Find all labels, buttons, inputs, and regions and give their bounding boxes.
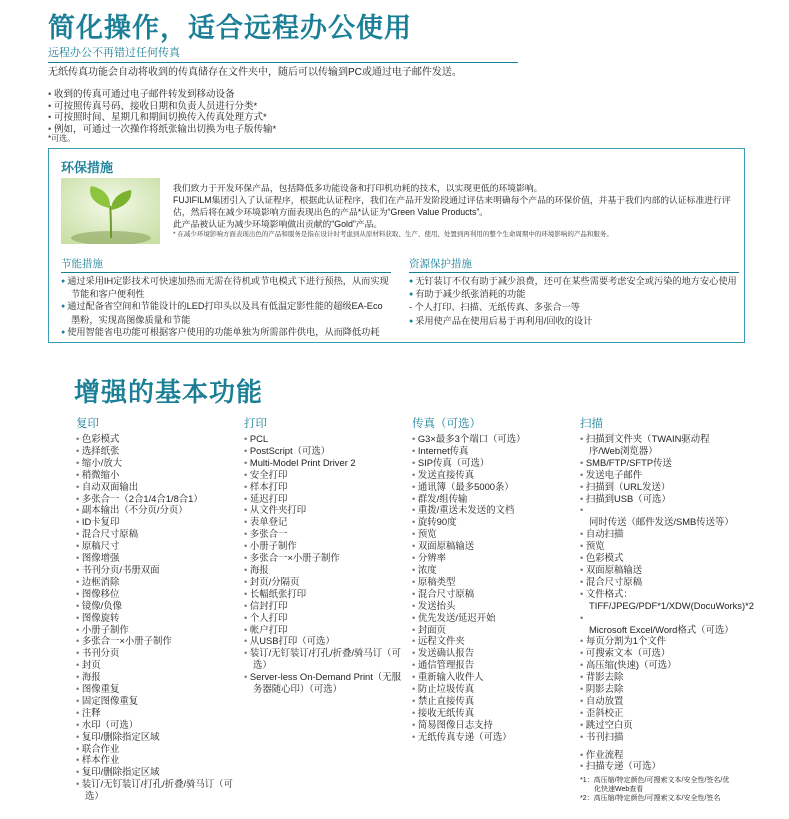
- feature-item: • PostScript（可选）: [244, 445, 404, 457]
- energy-saving-section: [61, 256, 391, 339]
- eco-intro-line: FUJIFILM集团引入了认证程序，根据此认证程序，我们在产品开发阶段通过评估来明确每个产品的环保价值，并基于我们内部的认证标准进行评估，然后将在减少环境影响方面表现出色的产品*认证为“Green Value Products”。: [173, 195, 731, 217]
- list-item: ● 通过采用IH定影技术可快速加热而无需在待机或节电模式下进行预热，从而实现节能和客户便利性: [61, 275, 391, 300]
- feature-item: • 无纸传真专递（可选）: [412, 731, 572, 743]
- feature-item: • 群发/组传输: [412, 493, 572, 505]
- feature-item: • 表单登记: [244, 516, 404, 528]
- feature-item: • 装订/无钉装订/打孔/折叠/骑马订（可选）: [76, 778, 236, 802]
- feature-item: • 浓度: [412, 564, 572, 576]
- feature-item: • 扫描到（URL发送）: [580, 481, 730, 493]
- feature-item: • 多张合一×小册子制作: [244, 552, 404, 564]
- feature-item: • 文件格式：TIFF/JPEG/PDF*1/XDW(DocuWorks)*2: [580, 588, 730, 612]
- feature-item: • 原稿尺寸: [76, 540, 236, 552]
- feature-item: • 发送确认报告: [412, 647, 572, 659]
- feature-item: • 海报: [244, 564, 404, 576]
- feature-item: • 阴影去除: [580, 683, 730, 695]
- feature-item: • 可搜索文本（可选）: [580, 647, 730, 659]
- feature-item: • 镜像/负像: [76, 600, 236, 612]
- eco-title: 环保措施: [61, 160, 114, 175]
- feature-item: • Microsoft Excel/Word格式（可选）: [580, 612, 730, 636]
- feature-item: • 封面页: [412, 624, 572, 636]
- list-item: - 个人打印、扫描、无纸传真、多张合一等: [409, 302, 580, 313]
- feature-item: • 混合尺寸原稿: [580, 576, 730, 588]
- feature-item: • 安全打印: [244, 469, 404, 481]
- feature-item: • 复印/删除指定区域: [76, 766, 236, 778]
- feature-item: • 缩小/放大: [76, 457, 236, 469]
- feature-item: • 多张合一（2合1/4合1/8合1）: [76, 493, 236, 505]
- feature-item: • 混合尺寸原稿: [76, 528, 236, 540]
- feature-list: [244, 433, 404, 695]
- eco-intro: [173, 182, 733, 240]
- seedling-image: [61, 178, 160, 244]
- feature-item: • 复印/删除指定区域: [76, 731, 236, 743]
- eco-intro-line: 此产品被认证为减少环境影响做出贡献的“Gold”产品。: [173, 219, 383, 229]
- feature-item: • 原稿类型: [412, 576, 572, 588]
- feature-item: • 样本打印: [244, 481, 404, 493]
- feature-item: • 防止垃圾传真: [412, 683, 572, 695]
- feature-item: • 联合作业: [76, 743, 236, 755]
- feature-item: • 边框消除: [76, 576, 236, 588]
- feature-item: • 双面原稿输送: [580, 564, 730, 576]
- feature-item: • G3×最多3个端口（可选）: [412, 433, 572, 445]
- feature-item: • 分辨率: [412, 552, 572, 564]
- feature-item: • 同时传送（邮件发送/SMB传送等）: [580, 504, 730, 528]
- feature-item: • 发送直接传真: [412, 469, 572, 481]
- feature-item: • 色彩模式: [76, 433, 236, 445]
- feature-item: • 多张合一: [244, 528, 404, 540]
- feature-item: • 书刊分页/书册双面: [76, 564, 236, 576]
- feature-item: • Internet传真: [412, 445, 572, 457]
- feature-item: • 海报: [76, 671, 236, 683]
- feature-item: • 高压缩(快速)（可选）: [580, 659, 730, 671]
- feature-item: • 从USB打印（可选）: [244, 635, 404, 647]
- feature-item: • SIP传真（可选）: [412, 457, 572, 469]
- list-item: ● 使用智能省电功能可根据客户使用的功能单独为所需部件供电，从而降低功耗: [61, 326, 391, 339]
- feature-item: • 小册子制作: [76, 624, 236, 636]
- remote-description: 无纸传真功能会自动将收到的传真储存在文件夹中，随后可以传输到PC或通过电子邮件发送。: [48, 67, 462, 78]
- list-item: ● 无钉装订不仅有助于减少浪费，还可在某些需要考虑安全或污染的地方安心使用: [409, 275, 739, 288]
- feature-item: • 通信管理报告: [412, 659, 572, 671]
- scan-column: [580, 415, 754, 803]
- feature-item: • 样本作业: [76, 754, 236, 766]
- feature-item: • 背影去除: [580, 671, 730, 683]
- feature-item: • 个人打印: [244, 612, 404, 624]
- column-title: 打印: [244, 418, 267, 430]
- footnote: *1：高压缩/特定颜色/可搜索文本/安全性/签名/优化快速Web查看: [580, 777, 730, 794]
- feature-item: • 副本输出（不分页/分页）: [76, 504, 236, 516]
- eco-intro-note: * 在减少环境影响方面表现出色的产品和服务是指在设计时考虑到从原材料获取、生产、使用、处置到再利用的整个生命周期中的环境影响的产品和服务。: [173, 231, 613, 238]
- feature-item: • 自动扫描: [580, 528, 730, 540]
- column-title: 复印: [76, 418, 99, 430]
- feature-item: • 从文件夹打印: [244, 504, 404, 516]
- page-title: 简化操作，适合远程办公使用: [48, 13, 412, 43]
- feature-item: • 每页分割为1个文件: [580, 635, 730, 647]
- list-item: • 可按照传真号码、接收日期和负责人员进行分类*: [48, 101, 518, 113]
- feature-item: • 旋转90度: [412, 516, 572, 528]
- print-column: [244, 415, 404, 695]
- feature-item: • 封页/分隔页: [244, 576, 404, 588]
- feature-item: • ID卡复印: [76, 516, 236, 528]
- feature-item: • 信封打印: [244, 600, 404, 612]
- feature-item: • 多张合一×小册子制作: [76, 635, 236, 647]
- feature-list: [580, 433, 754, 772]
- feature-item: • 装订/无钉装订/打孔/折叠/骑马订（可选）: [244, 647, 404, 671]
- feature-item: • 小册子制作: [244, 540, 404, 552]
- feature-item: • 书刊扫描: [580, 731, 730, 743]
- feature-item: • 延迟打印: [244, 493, 404, 505]
- eco-intro-line: 我们致力于开发环保产品，包括降低多功能设备和打印机功耗的技术，以实现更低的环境影响。: [173, 183, 543, 193]
- feature-item: • 图像增强: [76, 552, 236, 564]
- feature-list: [412, 433, 572, 743]
- feature-item: • 跳过空白页: [580, 719, 730, 731]
- remote-note: *可选。: [48, 134, 76, 143]
- feature-item: • 发送电子邮件: [580, 469, 730, 481]
- feature-item: • 禁止直接传真: [412, 695, 572, 707]
- feature-item: • 重新输入收件人: [412, 671, 572, 683]
- feature-item: • 发送抬头: [412, 600, 572, 612]
- energy-title: 节能措施: [61, 256, 391, 273]
- list-item: ● 有助于减少纸张消耗的功能: [409, 288, 739, 301]
- feature-item: • Multi-Model Print Driver 2: [244, 457, 404, 469]
- feature-item: • 简易图像日志支持: [412, 719, 572, 731]
- list-item: • 例如，可通过一次操作将纸张输出切换为电子版传输*: [48, 124, 518, 136]
- feature-item: • 封页: [76, 659, 236, 671]
- feature-item: • 图像移位: [76, 588, 236, 600]
- feature-item: • 稍微缩小: [76, 469, 236, 481]
- column-title: 扫描: [580, 418, 603, 430]
- remote-bullet-list: [48, 89, 518, 135]
- energy-list: [61, 275, 391, 339]
- feature-item: • 混合尺寸原稿: [412, 588, 572, 600]
- feature-item: • 双面原稿输送: [412, 540, 572, 552]
- basic-functions-title: 增强的基本功能: [74, 377, 264, 407]
- feature-list: [76, 433, 236, 802]
- feature-item: • 歪斜校正: [580, 707, 730, 719]
- column-title: 传真（可选）: [412, 418, 481, 430]
- feature-item: • SMB/FTP/SFTP传送: [580, 457, 730, 469]
- list-item: • 可按照时间、星期几和期间切换传入传真处理方式*: [48, 112, 518, 124]
- feature-item: • 自动放置: [580, 695, 730, 707]
- footnote: *2：高压缩/特定颜色/可搜索文本/安全性/签名: [580, 795, 721, 803]
- resource-saving-section: [409, 256, 739, 328]
- copy-column: [76, 415, 236, 802]
- list-item: ● 通过配备省空间和节能设计的LED打印头以及具有低温定影性能的超级EA-Eco墨粉，实现高图像质量和节能: [61, 300, 391, 325]
- feature-item: • 作业流程: [580, 749, 730, 761]
- feature-item: • 远程文件夹: [412, 635, 572, 647]
- fax-column: [412, 415, 572, 743]
- feature-item: • 色彩模式: [580, 552, 730, 564]
- feature-item: • 帐户打印: [244, 624, 404, 636]
- feature-item: • PCL: [244, 433, 404, 445]
- feature-item: • Server-less On-Demand Print（无服务器随心印）（可选）: [244, 671, 404, 695]
- list-item: • 收到的传真可通过电子邮件转发到移动设备: [48, 89, 518, 101]
- feature-item: • 图像重复: [76, 683, 236, 695]
- resource-list: [409, 275, 739, 328]
- feature-item: • 自动双面输出: [76, 481, 236, 493]
- remote-office-section: [48, 44, 518, 144]
- feature-item: • 扫描到USB（可选）: [580, 493, 730, 505]
- feature-item: • 扫描到文件夹（TWAIN驱动程序/Web浏览器）: [580, 433, 730, 457]
- feature-item: • 选择纸张: [76, 445, 236, 457]
- feature-item: • 扫描专递（可选）: [580, 760, 730, 772]
- scan-footnotes: [580, 776, 730, 803]
- feature-item: • 水印（可选）: [76, 719, 236, 731]
- feature-item: • 预览: [580, 540, 730, 552]
- feature-item: • 长幅纸张打印: [244, 588, 404, 600]
- feature-item: • 注释: [76, 707, 236, 719]
- list-item: ● 采用使产品在使用后易于再利用/回收的设计: [409, 315, 739, 328]
- feature-item: • 优先发送/延迟开始: [412, 612, 572, 624]
- feature-item: • 接收无纸传真: [412, 707, 572, 719]
- feature-item: • 预览: [412, 528, 572, 540]
- remote-heading: 远程办公不再错过任何传真: [48, 44, 518, 63]
- feature-item: • 固定图像重复: [76, 695, 236, 707]
- resource-title: 资源保护措施: [409, 256, 739, 273]
- feature-item: • 通讯簿（最多5000条）: [412, 481, 572, 493]
- feature-item: • 重拨/重送未发送的文档: [412, 504, 572, 516]
- feature-item: • 图像旋转: [76, 612, 236, 624]
- feature-item: • 书刊分页: [76, 647, 236, 659]
